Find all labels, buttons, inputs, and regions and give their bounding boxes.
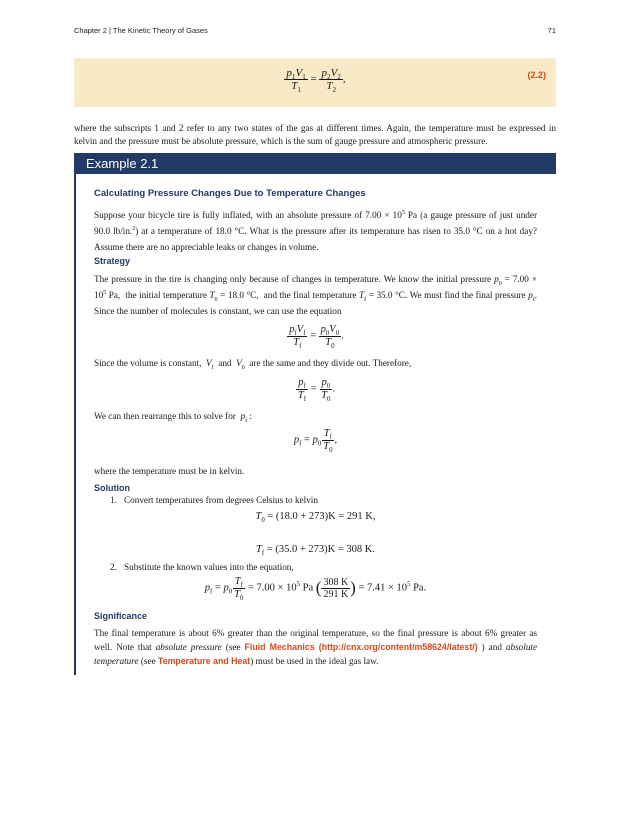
temperature-and-heat-link[interactable]: Temperature and Heat — [157, 656, 251, 666]
significance-heading: Significance — [94, 611, 148, 621]
example-header — [74, 153, 556, 174]
final-pressure-formula: $p_f = p_0$ $\frac{T_f}{T_0}$ , — [293, 428, 338, 454]
strategy-paragraph: The pressure in the tire is changing only because of changes in temperature. We know the initial pressure $p_0 = 7.00 \times 10^5$ Pa, the initial temperature $T_0 = 18.0$ °C, and the final temperature $T_f = 35.0$ °C. We must find the final pressure $p_f$. Since the number of molecules is constant, we can use the equation — [94, 274, 538, 316]
significance-paragraph: The final temperature is about 6% greater than the original temperature, so the final pressure is about 6% greater as well. Note that absolute pressure (see Fluid Mechanics (http://cnx.org/content/m58624/latest/) ) and absolute temperature (see Temperature and Heat) must be used in the ideal gas law. — [94, 628, 538, 666]
ideal-gas-ratio-equation: $\frac{p_fV_f}{T_f}$ = $\frac{p_0V_0}{T_0}$ . — [289, 324, 344, 350]
final-pressure-calculation: $p_f = p_0$ $\frac{T_f}{T_0}$ = $7.00 \times 10^5$ Pa ( $\frac{308 K}{291 K}$ ) = $7.41 \times 10^5$ Pa. — [204, 576, 427, 602]
example-title: Calculating Pressure Changes Due to Temperature Changes — [94, 188, 366, 199]
solution-step-2: 2. Substitute the known values into the equation, — [110, 562, 294, 572]
equation-2-2: $\frac{p_1V_1}{T_1}$ = $\frac{p_2V_2}{T_2}$ , — [286, 67, 346, 95]
chapter-title: Chapter 2 | The Kinetic Theory of Gases — [74, 26, 208, 35]
kelvin-note: where the temperature must be in kelvin. — [94, 466, 245, 476]
fluid-mechanics-link[interactable]: Fluid Mechanics (http://cnx.org/content/m58624/latest/) — [244, 642, 478, 652]
equation-number: (2.2) — [527, 70, 546, 80]
volume-constant-text: Since the volume is constant, $V_f$ and $V_0$ are the same and they divide out. Therefore, — [94, 358, 412, 371]
problem-statement: Suppose your bicycle tire is fully inflated, with an absolute pressure of $7.00 \times 10^5$ Pa (a gauge pressure of just under 90.0 lb/in.$^2$) at a temperature of 18.0 °C. What is the pressure after its temperature has risen to 35.0 °C on a hot day? Assume there are no appreciable leaks or changes in volume. — [94, 209, 538, 252]
tf-conversion-equation: $T_f = (35.0 + 273)K = 308$ K. — [256, 544, 375, 558]
solution-step-1: 1. Convert temperatures from degrees Celsius to kelvin — [110, 495, 318, 505]
solution-heading: Solution — [94, 483, 130, 493]
example-label: Example 2.1 — [86, 156, 159, 171]
running-header — [74, 26, 556, 38]
strategy-heading: Strategy — [94, 256, 131, 266]
t0-conversion-equation: $T_0 = (18.0 + 273)K = 291$ K, — [255, 511, 376, 525]
intro-paragraph: where the subscripts 1 and 2 refer to any two states of the gas at different times. Again, the temperature must be expressed in kelvin and the pressure must be absolute pressure, which is the sum of gauge pressure and atmospheric pressure. — [74, 123, 556, 146]
rearrange-text: We can then rearrange this to solve for $p_f$ : — [94, 411, 252, 424]
example-left-rule — [74, 174, 76, 675]
page-number: 71 — [547, 26, 556, 35]
equation-box — [74, 58, 556, 107]
pressure-temperature-equation: $\frac{p_f}{T_f}$ = $\frac{p_0}{T_0}$ . — [297, 377, 336, 403]
